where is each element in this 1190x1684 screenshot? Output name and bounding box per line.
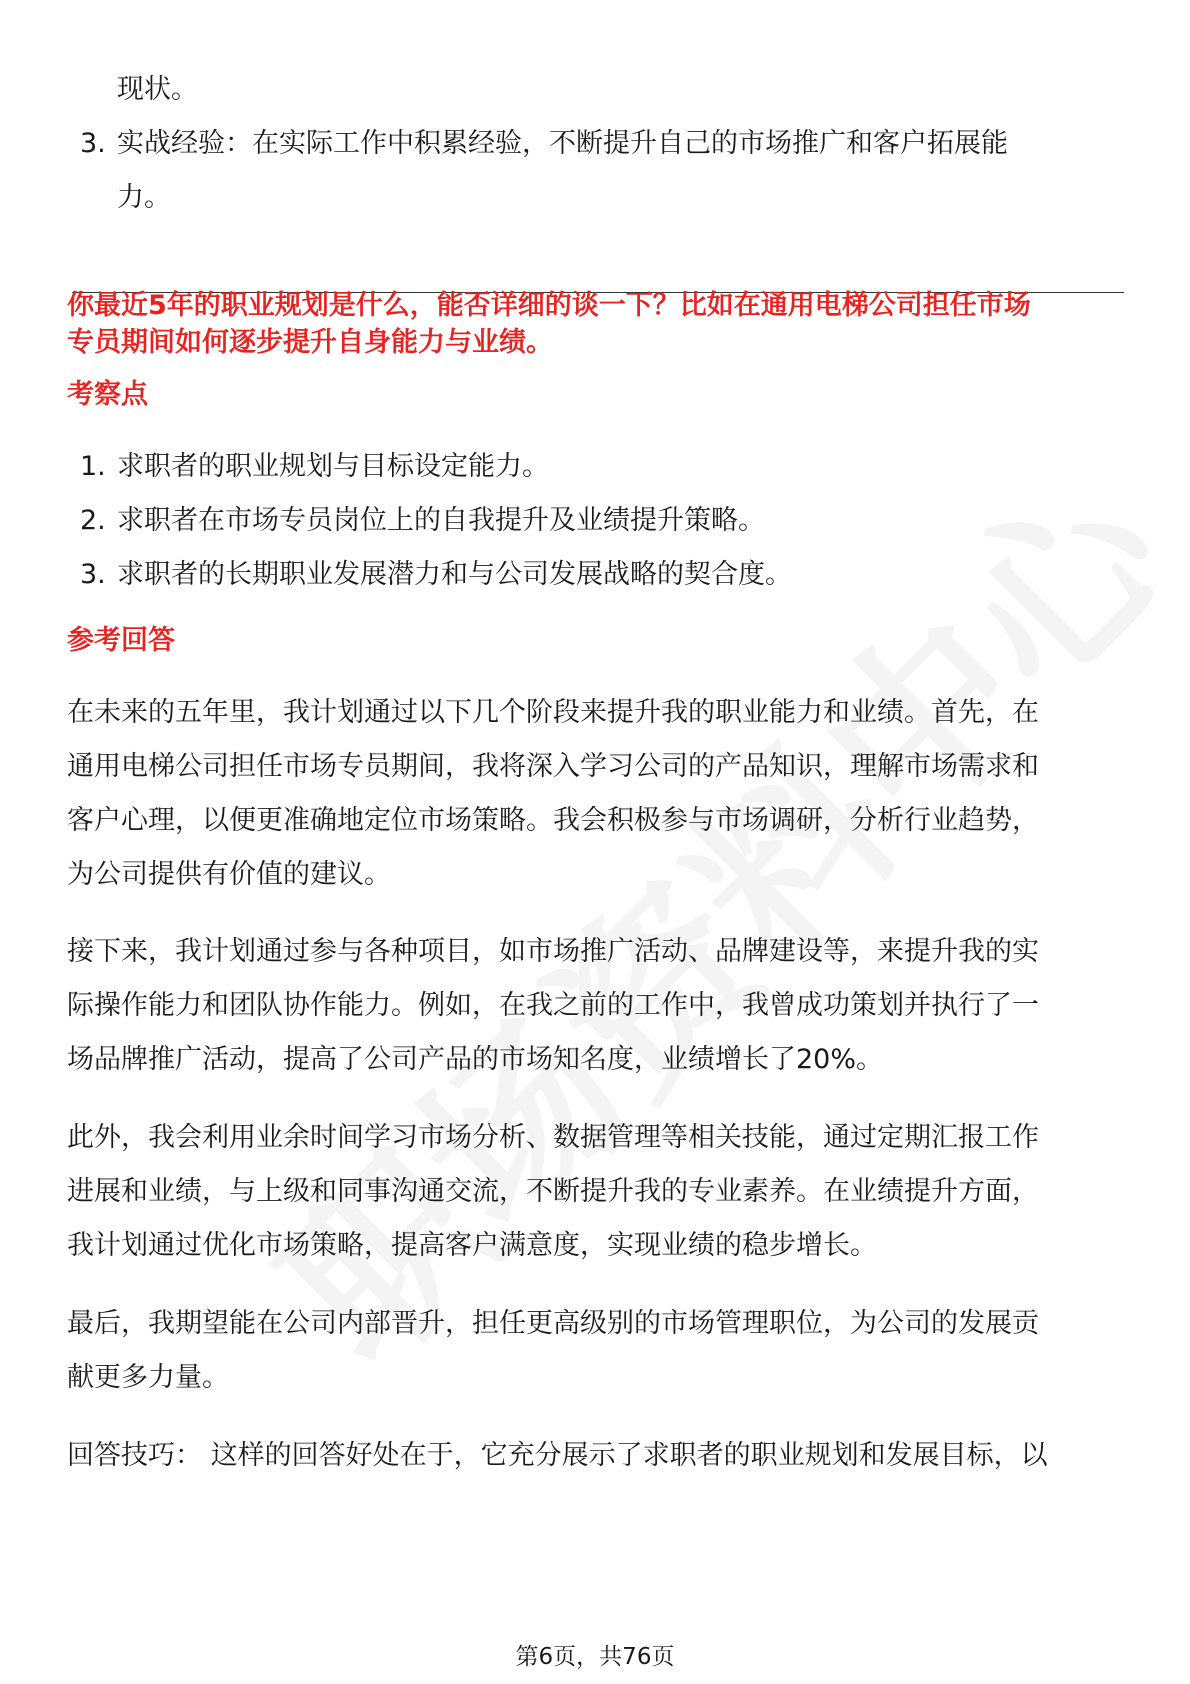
answer-paragraph-4-line-2: 献更多力量。	[67, 1362, 229, 1393]
list-item-3-line2: 力。	[117, 182, 171, 213]
answer-paragraph-1-line-4: 为公司提供有价值的建议。	[67, 859, 391, 890]
question-line2: 专员期间如何逐步提升自身能力与业绩。	[67, 327, 553, 358]
assessment-item-3: 求职者的长期职业发展潜力和与公司发展战略的契合度。	[117, 559, 792, 590]
answer-paragraph-4-line-1: 最后，我期望能在公司内部晋升，担任更高级别的市场管理职位，为公司的发展贡	[67, 1308, 1039, 1339]
answer-paragraph-1-line-1: 在未来的五年里，我计划通过以下几个阶段来提升我的职业能力和业绩。首先，在	[67, 697, 1039, 728]
watermark	[253, 563, 1087, 1397]
assessment-item-2-number: 2.	[80, 505, 106, 536]
answer-paragraph-1-line-3: 客户心理，以便更准确地定位市场策略。我会积极参与市场调研，分析行业趋势，	[67, 805, 1039, 836]
answer-tip: 回答技巧： 这样的回答好处在于，它充分展示了求职者的职业规划和发展目标，以	[67, 1440, 1048, 1471]
assessment-heading: 考察点	[67, 379, 148, 410]
assessment-item-3-number: 3.	[80, 559, 106, 590]
answer-paragraph-3-line-2: 进展和业绩，与上级和同事沟通交流，不断提升我的专业素养。在业绩提升方面，	[67, 1176, 1039, 1207]
list-item-3-number: 3.	[80, 128, 106, 159]
question-line1: 你最近5年的职业规划是什么，能否详细的谈一下？比如在通用电梯公司担任市场	[67, 290, 1031, 321]
page-footer: 第6页，共76页	[515, 1644, 675, 1670]
answer-paragraph-2-line-3: 场品牌推广活动，提高了公司产品的市场知名度，业绩增长了20%。	[67, 1044, 884, 1075]
answer-heading: 参考回答	[67, 625, 175, 656]
assessment-item-2: 求职者在市场专员岗位上的自我提升及业绩提升策略。	[117, 505, 765, 536]
list-item-3-line1: 实战经验：在实际工作中积累经验，不断提升自己的市场推广和客户拓展能	[117, 128, 1008, 159]
answer-paragraph-1-line-2: 通用电梯公司担任市场专员期间，我将深入学习公司的产品知识，理解市场需求和	[67, 751, 1039, 782]
assessment-item-1: 求职者的职业规划与目标设定能力。	[117, 451, 549, 482]
list-item-2-continuation: 现状。	[117, 74, 198, 105]
answer-paragraph-2-line-2: 际操作能力和团队协作能力。例如，在我之前的工作中，我曾成功策划并执行了一	[67, 990, 1039, 1021]
answer-paragraph-2-line-1: 接下来，我计划通过参与各种项目，如市场推广活动、品牌建设等，来提升我的实	[67, 936, 1039, 967]
answer-paragraph-3-line-1: 此外，我会利用业余时间学习市场分析、数据管理等相关技能，通过定期汇报工作	[67, 1122, 1039, 1153]
assessment-item-1-number: 1.	[80, 451, 106, 482]
answer-paragraph-3-line-3: 我计划通过优化市场策略，提高客户满意度，实现业绩的稳步增长。	[67, 1230, 877, 1261]
